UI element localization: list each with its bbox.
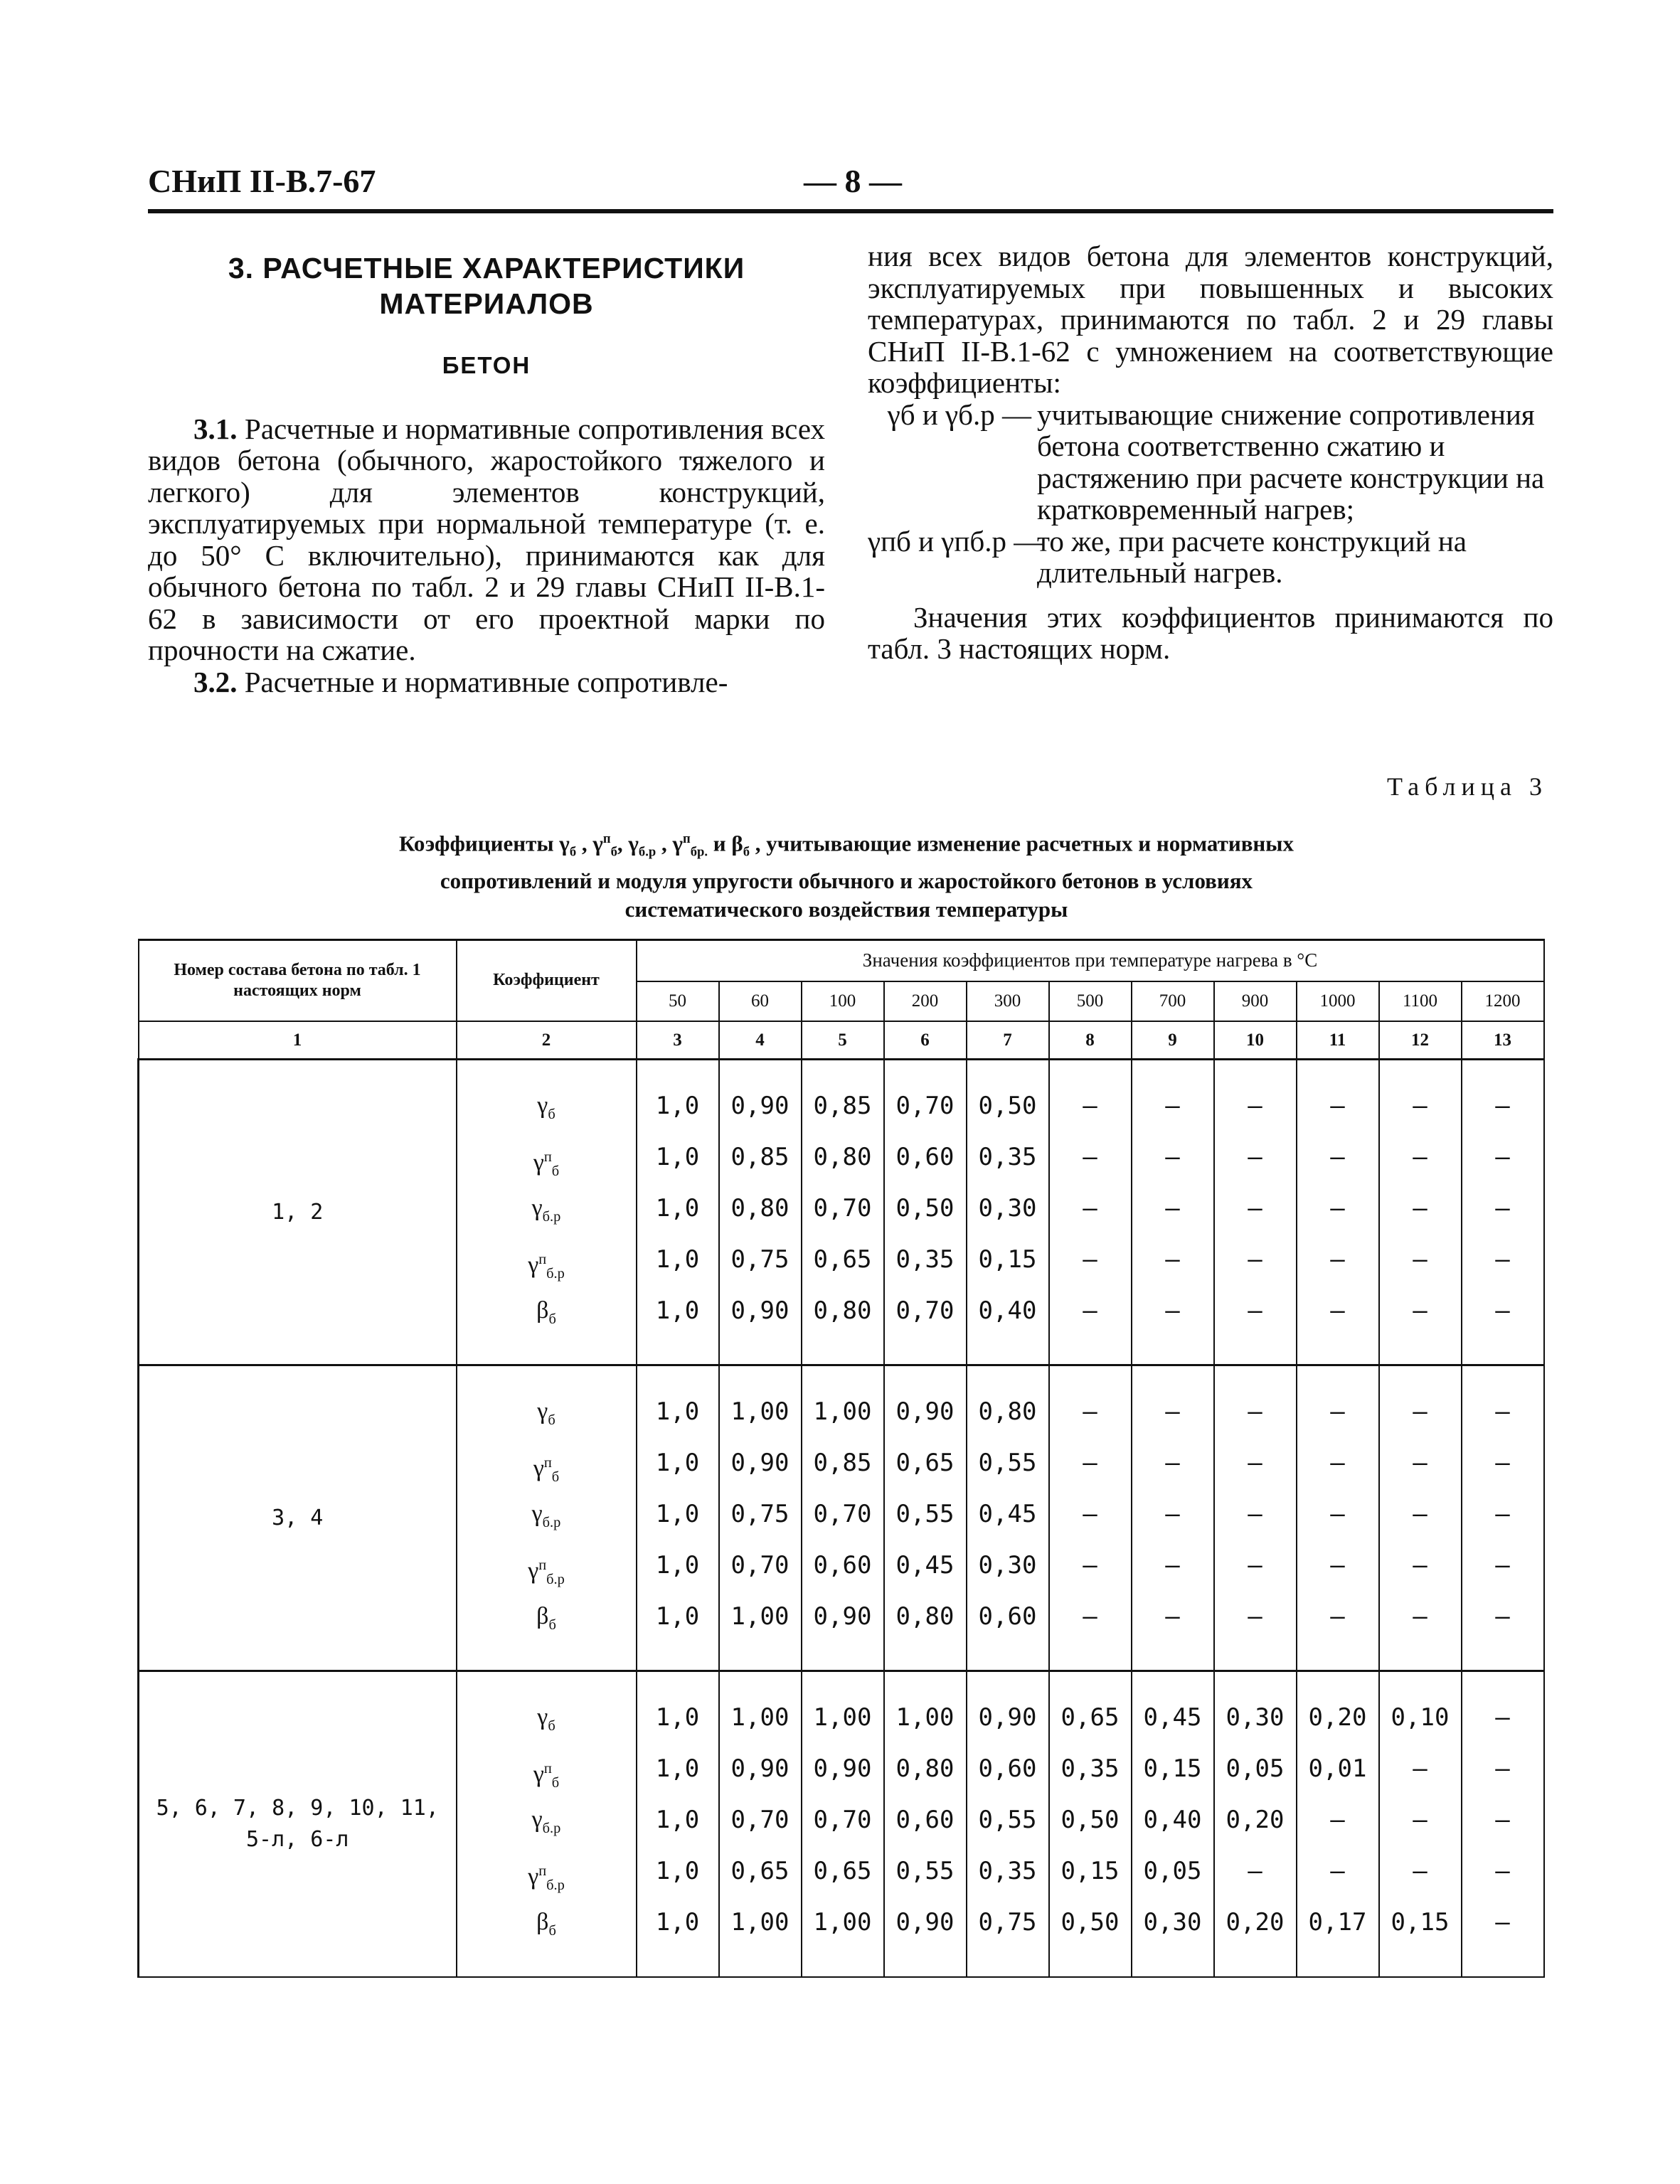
table-value: — [1330,1449,1345,1477]
table-value: 1,0 [655,1602,700,1631]
table-value: 0,80 [895,1602,955,1631]
table-value: 0,20 [1226,1806,1285,1834]
definition-short-term [868,399,1553,526]
header-values: Значения коэффициентов при температуре нагрева в °С [637,940,1544,981]
coefficient-cell [457,1365,637,1671]
table-value: 0,60 [978,1602,1037,1631]
table-value: 0,30 [978,1194,1037,1222]
coefficient-symbol: $\beta_б$ [536,1909,556,1939]
table-value: — [1495,1296,1510,1325]
paragraph-text: Расчетные и нормативные сопротивления всех видов бетона (обычного, жаростойкого тяжелого и легкого) для элементов конструкций, эксплуатируемых при нормальной температуре (т. е. до 50° С включительно), принимаются как для обычного бетона по табл. 2 и 29 главы СНиП II-В.1-62 в зависимости от его проектной марки по прочности на сжатие. [148,412,825,666]
section-title-line1: 3. РАСЧЕТНЫЕ ХАРАКТЕРИСТИКИ [228,252,745,284]
table-value: — [1330,1194,1345,1222]
value-column-cell [1132,1060,1214,1365]
paragraph-closing: Значения этих коэффициентов принимаются по табл. 3 настоящих норм. [868,600,1553,665]
table-value: — [1413,1806,1428,1834]
value-column-cell [719,1365,802,1671]
table-value: 0,90 [813,1754,872,1783]
table-value: 1,00 [730,1602,790,1631]
table-value: 0,60 [895,1143,955,1171]
coefficient-symbol: $\gamma_{б.р}$ [531,1806,561,1836]
table-value: — [1495,1703,1510,1732]
table-value: 0,35 [1060,1754,1120,1783]
table-value: 0,70 [730,1551,790,1580]
table-value: — [1413,1551,1428,1580]
table-value: 0,90 [895,1397,955,1426]
table-value: 0,15 [1391,1908,1450,1937]
table-value: — [1413,1296,1428,1325]
table-value: 1,0 [655,1908,700,1937]
table-value: — [1413,1092,1428,1120]
table-value: — [1413,1602,1428,1631]
paragraph-continuation: ния всех видов бетона для элементов конструкций, эксплуатируемых при повышенных и высоких температурах, принимаются по табл. 2 и 29 главы СНиП II-В.1-62 с умножением на соответствующие коэффициенты: [868,240,1553,399]
table-value: 0,85 [813,1092,872,1120]
value-column-cell [802,1365,884,1671]
table-value: 0,90 [730,1754,790,1783]
table-value: — [1083,1551,1097,1580]
table-value: — [1083,1449,1097,1477]
section-title [148,250,825,321]
table-value: — [1495,1143,1510,1171]
table-value: 0,70 [813,1500,872,1528]
table-value: 0,65 [813,1245,872,1274]
coefficient-symbol: $\gamma_б$ [537,1398,555,1428]
table-value: — [1495,1397,1510,1426]
temperature-header: 1000 [1297,981,1379,1021]
table-value: — [1413,1754,1428,1783]
value-column-cell [637,1060,719,1365]
value-column-cell [1049,1671,1132,1977]
table-row-group [139,1365,1544,1671]
paragraph-number: 3.1. [193,412,238,445]
table-value: 1,0 [655,1245,700,1274]
table-value: 0,90 [730,1449,790,1477]
coefficient-symbol: $\gamma^п_б$ [533,1455,560,1486]
value-column-cell [1297,1060,1379,1365]
table-value: — [1248,1092,1262,1120]
table-value: 1,00 [730,1703,790,1732]
table-value: 1,0 [655,1703,700,1732]
table-value: 0,50 [1060,1806,1120,1834]
table-value: — [1495,1092,1510,1120]
table-value: 0,50 [895,1194,955,1222]
table-value: — [1083,1143,1097,1171]
table-value: 0,85 [813,1449,872,1477]
table-value: 0,75 [978,1908,1037,1937]
column-number: 1 [139,1021,457,1060]
table-value: 0,70 [730,1806,790,1834]
table-value: 0,15 [1143,1754,1202,1783]
table-value: 0,05 [1143,1857,1202,1885]
table-value: 0,35 [978,1857,1037,1885]
table-value: 0,50 [978,1092,1037,1120]
table-value: — [1083,1397,1097,1426]
coefficient-cell [457,1671,637,1977]
caption-line: сопротивлений и модуля упругости обычного и жаростойкого бетонов в условиях [440,868,1253,893]
table-value: 1,00 [895,1703,955,1732]
value-column-cell [802,1671,884,1977]
value-column-cell [1379,1365,1462,1671]
table-row-group [139,1060,1544,1365]
column-number: 5 [802,1021,884,1060]
table-value: — [1413,1245,1428,1274]
coefficient-symbol: $\gamma^п_б$ [533,1149,560,1180]
column-number: 6 [884,1021,967,1060]
definition-term: γпб и γпб.р — [868,524,1043,558]
table-value: 0,90 [978,1703,1037,1732]
value-column-cell [1214,1365,1297,1671]
table-value: 0,40 [978,1296,1037,1325]
table-value: — [1083,1245,1097,1274]
table-value: 0,45 [1143,1703,1202,1732]
table-value: — [1330,1806,1345,1834]
table-value: — [1083,1194,1097,1222]
table-value: 0,70 [895,1092,955,1120]
table-value: — [1248,1602,1262,1631]
table-value: — [1248,1449,1262,1477]
column-number: 7 [967,1021,1049,1060]
table-label: Таблица 3 [1387,772,1548,801]
table-value: — [1330,1602,1345,1631]
paragraph-3-2 [148,666,825,698]
table-value: — [1330,1551,1345,1580]
table-value: — [1413,1857,1428,1885]
value-column-cell [637,1671,719,1977]
table-value: — [1330,1092,1345,1120]
table-value: 0,55 [895,1500,955,1528]
table-value: 1,0 [655,1143,700,1171]
coefficient-symbol: $\beta_б$ [536,1603,556,1633]
table-value: 0,20 [1226,1908,1285,1937]
header-group: Номер состава бетона по табл. 1 настоящих норм [139,940,457,1021]
coefficient-symbol: $\gamma_{б.р}$ [531,1195,561,1225]
value-column-cell [884,1671,967,1977]
column-number: 2 [457,1021,637,1060]
temperature-header: 100 [802,981,884,1021]
paragraph-text: Расчетные и нормативные сопротивле- [244,665,728,698]
column-number: 11 [1297,1021,1379,1060]
table-value: — [1165,1397,1180,1426]
table-value: 1,00 [730,1397,790,1426]
table-value: 0,80 [895,1754,955,1783]
coefficient-symbol: $\gamma_{б.р}$ [531,1501,561,1530]
table-value: 0,55 [895,1857,955,1885]
table-value: — [1165,1245,1180,1274]
table-value: — [1330,1397,1345,1426]
caption-line: систематического воздействия температуры [624,896,1068,922]
table-caption [235,825,1458,924]
temperature-header: 200 [884,981,967,1021]
right-column [868,240,1553,665]
definition-text: учитывающие снижение сопротивления бетона соответственно сжатию и растяжению при расчете конструкции на кратковременный нагрев; [1037,398,1545,526]
coefficient-symbol: $\gamma^п_{б.р}$ [528,1863,565,1894]
table-value: — [1330,1296,1345,1325]
table-value: 0,90 [730,1296,790,1325]
value-column-cell [1214,1060,1297,1365]
table-value: 1,00 [813,1908,872,1937]
paragraph-number: 3.2. [193,665,238,698]
table-value: 0,35 [895,1245,955,1274]
coefficient-symbol: $\gamma^п_{б.р}$ [528,1557,565,1588]
header-rule [148,209,1553,213]
table-value: — [1165,1296,1180,1325]
temperature-header: 1100 [1379,981,1462,1021]
temperature-header: 50 [637,981,719,1021]
table-value: 0,60 [813,1551,872,1580]
table-value: 0,85 [730,1143,790,1171]
table-value: 1,0 [655,1754,700,1783]
table-value: 0,15 [978,1245,1037,1274]
value-column-cell [967,1060,1049,1365]
table-value: — [1248,1397,1262,1426]
value-column-cell [1132,1365,1214,1671]
table-value: 0,45 [978,1500,1037,1528]
table-value: — [1083,1092,1097,1120]
temperature-header: 900 [1214,981,1297,1021]
paragraph-3-1 [148,413,825,666]
table-value: — [1495,1857,1510,1885]
table-value: 0,65 [895,1449,955,1477]
table-value: 1,0 [655,1806,700,1834]
group-label: 5, 6, 7, 8, 9, 10, 11, 5-л, 6-л [139,1671,457,1977]
table-value: — [1495,1754,1510,1783]
table-value: 0,90 [730,1092,790,1120]
table-value: — [1248,1194,1262,1222]
header-coefficient: Коэффициент [457,940,637,1021]
table-value: — [1248,1857,1262,1885]
value-column-cell [719,1671,802,1977]
coefficient-symbol: $\gamma^п_б$ [533,1761,560,1791]
table-value: — [1495,1500,1510,1528]
table-value: — [1248,1500,1262,1528]
value-column-cell [1049,1060,1132,1365]
value-column-cell [1379,1060,1462,1365]
value-column-cell [1462,1671,1544,1977]
table-value: — [1413,1449,1428,1477]
table-value: 1,0 [655,1449,700,1477]
column-number-row [139,1021,1544,1060]
table-value: 0,75 [730,1245,790,1274]
temperature-header: 500 [1049,981,1132,1021]
table-value: — [1248,1245,1262,1274]
table-row-group [139,1671,1544,1977]
table-value: 0,60 [895,1806,955,1834]
coefficient-symbol: $\gamma_б$ [537,1092,555,1122]
table-value: — [1495,1806,1510,1834]
table-value: 0,20 [1308,1703,1367,1732]
column-number: 3 [637,1021,719,1060]
table-value: — [1165,1602,1180,1631]
table-value: 0,80 [730,1194,790,1222]
table-value: — [1330,1500,1345,1528]
group-label: 1, 2 [139,1060,457,1365]
temperature-header: 1200 [1462,981,1544,1021]
table-value: 1,00 [813,1397,872,1426]
table-value: 0,05 [1226,1754,1285,1783]
table-value: — [1248,1296,1262,1325]
table-value: 1,0 [655,1194,700,1222]
table-value: 0,10 [1391,1703,1450,1732]
value-column-cell [637,1365,719,1671]
caption-line: Коэффициенты $\gamma_б$ , $\gamma^п_б$, $\gamma_{б.р}$ , $\gamma^п_{бр.}$ и $\beta_б$ , учитывающие изменение расчетных и нормативных [399,831,1294,860]
table-value: 1,0 [655,1397,700,1426]
subsection-title: БЕТОН [442,352,531,378]
table-value: — [1495,1245,1510,1274]
coefficients-table [137,939,1545,1978]
table-value: 0,65 [1060,1703,1120,1732]
temperature-header: 300 [967,981,1049,1021]
table-value: — [1083,1500,1097,1528]
table-value: 0,80 [813,1296,872,1325]
table-value: 0,65 [813,1857,872,1885]
table-value: — [1248,1551,1262,1580]
table-value: 0,80 [813,1143,872,1171]
definition-long-term [868,526,1553,589]
value-column-cell [967,1365,1049,1671]
table-value: — [1495,1551,1510,1580]
temperature-header: 700 [1132,981,1214,1021]
table-value: 0,75 [730,1500,790,1528]
value-column-cell [1132,1671,1214,1977]
value-column-cell [802,1060,884,1365]
table-value: — [1165,1092,1180,1120]
table-value: 1,0 [655,1551,700,1580]
table-value: — [1495,1602,1510,1631]
column-number: 4 [719,1021,802,1060]
table-value: — [1495,1908,1510,1937]
value-column-cell [1049,1365,1132,1671]
section-title-line2: МАТЕРИАЛОВ [379,287,594,320]
table-value: — [1413,1194,1428,1222]
table-value: — [1083,1602,1097,1631]
table-value: 0,17 [1308,1908,1367,1937]
table-value: 0,90 [895,1908,955,1937]
temperature-header: 60 [719,981,802,1021]
table-value: 0,70 [895,1296,955,1325]
table-value: 0,70 [813,1194,872,1222]
value-column-cell [1462,1060,1544,1365]
table-value: — [1248,1143,1262,1171]
table-value: 0,15 [1060,1857,1120,1885]
value-column-cell [1297,1365,1379,1671]
left-column [148,240,825,698]
table-value: 1,0 [655,1500,700,1528]
table-value: — [1330,1245,1345,1274]
value-column-cell [1214,1671,1297,1977]
value-column-cell [884,1060,967,1365]
coefficient-cell [457,1060,637,1365]
value-column-cell [1379,1671,1462,1977]
table-value: 0,30 [1143,1908,1202,1937]
table-value: 0,70 [813,1806,872,1834]
table-value: — [1413,1143,1428,1171]
value-column-cell [1297,1671,1379,1977]
column-number: 8 [1049,1021,1132,1060]
value-column-cell [1462,1365,1544,1671]
definition-text: то же, при расчете конструкций на длительный нагрев. [1037,524,1467,589]
table-value: 0,01 [1308,1754,1367,1783]
document-code: СНиП II-В.7-67 [148,163,376,199]
table-value: 1,0 [655,1092,700,1120]
value-column-cell [884,1365,967,1671]
table-value: 1,0 [655,1296,700,1325]
table-value: — [1330,1857,1345,1885]
table-value: — [1165,1449,1180,1477]
definition-term: γб и γб.р — [887,398,1031,431]
coefficient-symbol: $\gamma_б$ [537,1704,555,1734]
table-value: 0,35 [978,1143,1037,1171]
value-column-cell [719,1060,802,1365]
coefficient-symbol: $\beta_б$ [536,1297,556,1327]
table-value: 0,55 [978,1449,1037,1477]
table-value: — [1413,1397,1428,1426]
table-value: 0,60 [978,1754,1037,1783]
column-number: 10 [1214,1021,1297,1060]
table-value: 1,0 [655,1857,700,1885]
table-value: 0,65 [730,1857,790,1885]
table-value: — [1413,1500,1428,1528]
coefficient-symbol: $\gamma^п_{б.р}$ [528,1252,565,1282]
column-number: 9 [1132,1021,1214,1060]
table-value: 0,45 [895,1551,955,1580]
table-value: 0,80 [978,1397,1037,1426]
table-value: — [1165,1551,1180,1580]
table-value: 0,55 [978,1806,1037,1834]
table-value: — [1165,1194,1180,1222]
group-label: 3, 4 [139,1365,457,1671]
table-value: 0,90 [813,1602,872,1631]
table-value: 0,50 [1060,1908,1120,1937]
table-value: — [1495,1194,1510,1222]
table-value: — [1083,1296,1097,1325]
column-number: 13 [1462,1021,1544,1060]
table-value: 0,40 [1143,1806,1202,1834]
table-value: — [1495,1449,1510,1477]
column-number: 12 [1379,1021,1462,1060]
table-value: 1,00 [730,1908,790,1937]
table-value: 0,30 [1226,1703,1285,1732]
table-value: 0,30 [978,1551,1037,1580]
table-value: 1,00 [813,1703,872,1732]
table-value: — [1330,1143,1345,1171]
value-column-cell [967,1671,1049,1977]
table-value: — [1165,1143,1180,1171]
page-number: — 8 — [804,163,902,199]
table-body [139,1060,1544,1977]
table-value: — [1165,1500,1180,1528]
